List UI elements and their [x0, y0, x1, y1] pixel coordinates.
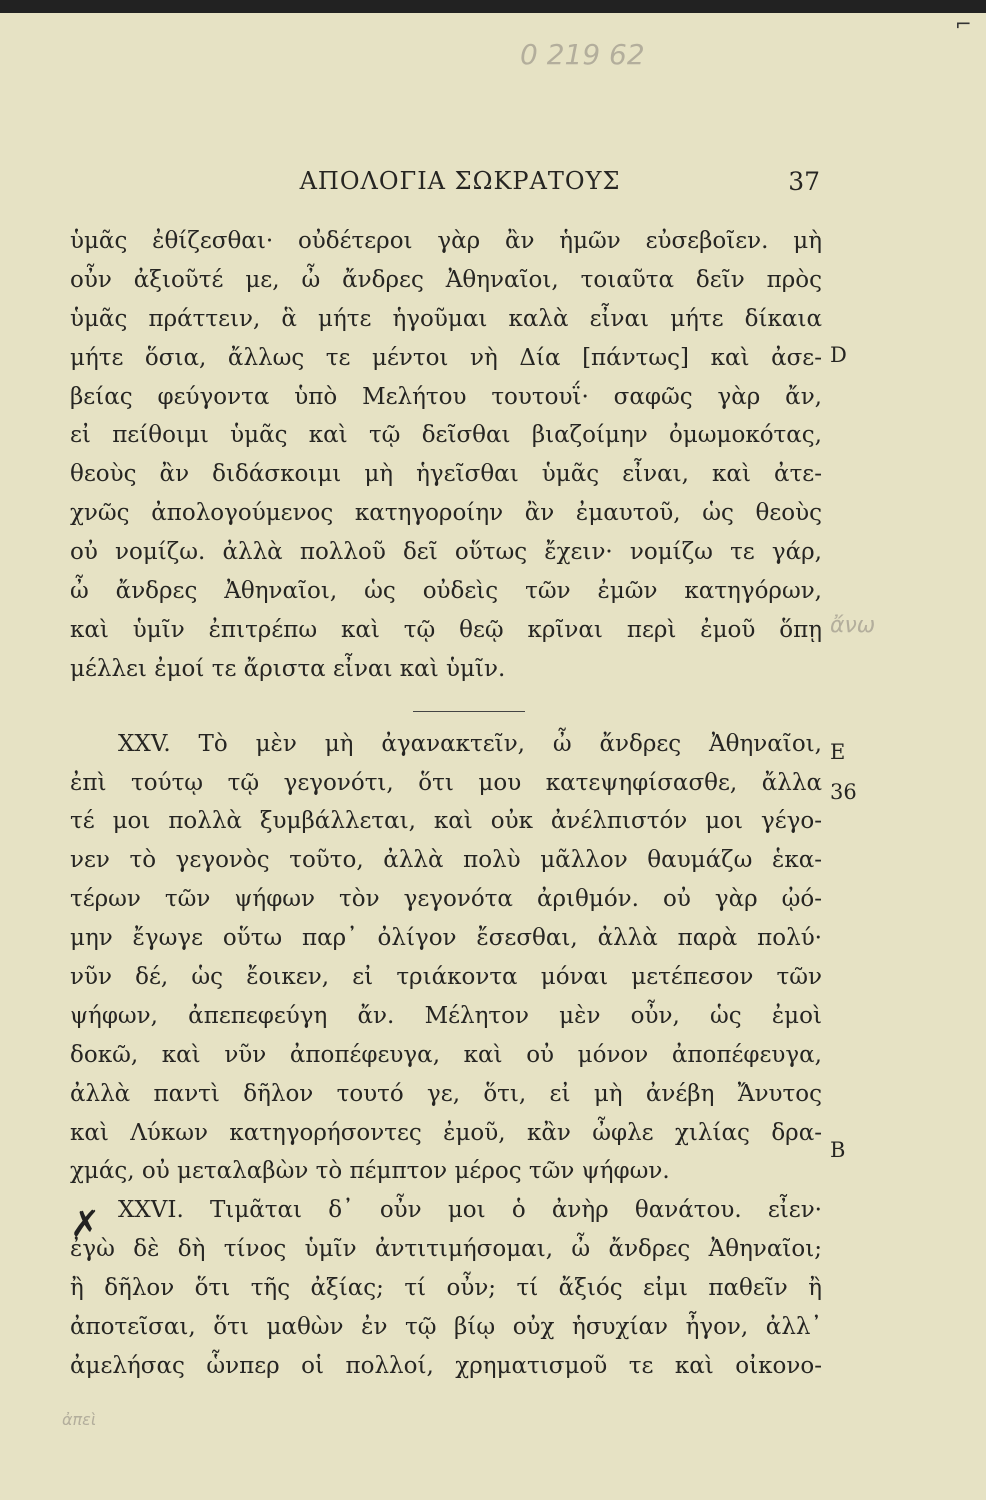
text-line: καὶ Λύκων κατηγορήσοντες ἐμοῦ, κἂν ὦφλε χιλίας δρα-: [70, 1119, 822, 1146]
text-line: οὐ νομίζω. ἀλλὰ πολλοῦ δεῖ οὕτως ἔχειν· νομίζω τε γάρ,: [70, 539, 822, 566]
margin-ref-36: 36: [830, 780, 857, 804]
handwritten-x-mark: ✗: [70, 1204, 101, 1245]
text-line: βείας φεύγοντα ὑπὸ Μελήτου τουτουΐ· σαφῶς γὰρ ἄν,: [70, 383, 822, 410]
scan-top-edge: [0, 0, 986, 13]
corner-mark: ⌐: [955, 12, 972, 36]
text-line: μήτε ὅσια, ἄλλως τε μέντοι νὴ Δία [πάντως] καὶ ἀσε-: [70, 344, 822, 371]
margin-ref-b: B: [830, 1138, 846, 1162]
text-line: νῦν δέ, ὡς ἔοικεν, εἰ τριάκοντα μόναι μετέπεσον τῶν: [70, 964, 822, 991]
text-line: τέ μοι πολλὰ ξυμβάλλεται, καὶ οὐκ ἀνέλπιστόν μοι γέγο-: [70, 808, 822, 835]
margin-ref-d: D: [830, 343, 847, 367]
text-line: μην ἔγωγε οὕτω παρ᾽ ὀλίγον ἔσεσθαι, ἀλλὰ παρὰ πολύ·: [70, 925, 822, 952]
text-line: ἢ δῆλον ὅτι τῆς ἀξίας; τί οὖν; τί ἄξιός εἰμι παθεῖν ἢ: [70, 1275, 822, 1302]
text-line: ψήφων, ἀπεπεφεύγη ἄν. Μέλητον μὲν οὖν, ὡς ἐμοὶ: [70, 1002, 822, 1029]
chapter-xxv-start: XXV. Τὸ μὲν μὴ ἀγανακτεῖν, ὦ ἄνδρες Ἀθηναῖοι,: [118, 730, 822, 757]
text-line: χμάς, οὐ μεταλαβὼν τὸ πέμπτον μέρος τῶν ψήφων.: [70, 1158, 670, 1185]
running-head: ΑΠΟΛΟΓΙΑ ΣΩΚΡΑΤΟΥΣ: [299, 167, 621, 195]
pencil-note-left-bottom: ἀπεὶ: [62, 1410, 97, 1429]
page-header: [70, 167, 850, 197]
margin-ref-e: E: [830, 740, 846, 764]
text-line: οὖν ἀξιοῦτέ με, ὦ ἄνδρες Ἀθηναῖοι, τοιαῦτα δεῖν πρὸς: [70, 266, 822, 293]
text-line: μέλλει ἐμοί τε ἄριστα εἶναι καὶ ὑμῖν.: [70, 655, 506, 682]
text-line: τέρων τῶν ψήφων τὸν γεγονότα ἀριθμόν. οὐ γὰρ ᾠό-: [70, 886, 822, 913]
text-line: νεν τὸ γεγονὸς τοῦτο, ἀλλὰ πολὺ μᾶλλον θαυμάζω ἑκα-: [70, 847, 822, 874]
text-line: δοκῶ, καὶ νῦν ἀποπέφευγα, καὶ οὐ μόνον ἀποπέφευγα,: [70, 1041, 822, 1068]
text-line: ἀποτεῖσαι, ὅτι μαθὼν ἐν τῷ βίῳ οὐχ ἡσυχίαν ἦγον, ἀλλ᾽: [70, 1314, 822, 1341]
body-text: [70, 222, 822, 1386]
text-line: εἰ πείθοιμι ὑμᾶς καὶ τῷ δεῖσθαι βιαζοίμην ὀμωμοκότας,: [70, 422, 822, 449]
text-line: χνῶς ἀπολογούμενος κατηγοροίην ἂν ἐμαυτοῦ, ὡς θεοὺς: [70, 500, 822, 527]
page-number: 37: [788, 167, 820, 196]
text-line: θεοὺς ἂν διδάσκοιμι μὴ ἡγεῖσθαι ὑμᾶς εἶναι, καὶ ἀτε-: [70, 461, 822, 488]
pencil-note-right: ἄνω: [830, 613, 876, 638]
chapter-xxvi-start: XXVI. Τιμᾶται δ᾽ οὖν μοι ὁ ἀνὴρ θανάτου. εἶεν·: [118, 1197, 822, 1224]
text-line: ἀμελήσας ὧνπερ οἱ πολλοί, χρηματισμοῦ τε καὶ οἰκονο-: [70, 1352, 822, 1379]
text-line: ἐπὶ τούτῳ τῷ γεγονότι, ὅτι μου κατεψηφίσασθε, ἄλλα: [70, 769, 822, 796]
text-line: ἐγὼ δὲ δὴ τίνος ὑμῖν ἀντιτιμήσομαι, ὦ ἄνδρες Ἀθηναῖοι;: [70, 1236, 822, 1263]
text-line: ὑμᾶς πράττειν, ἃ μήτε ἡγοῦμαι καλὰ εἶναι μήτε δίκαια: [70, 305, 822, 332]
text-line: ὑμᾶς ἐθίζεσθαι· οὐδέτεροι γὰρ ἂν ἡμῶν εὐσεβοῖεν. μὴ: [70, 228, 822, 254]
pencil-note-top: 0 219 62: [520, 38, 645, 71]
text-line: καὶ ὑμῖν ἐπιτρέπω καὶ τῷ θεῷ κρῖναι περὶ ἐμοῦ ὅπῃ: [70, 616, 822, 643]
text-line: ἀλλὰ παντὶ δῆλον τουτό γε, ὅτι, εἰ μὴ ἀνέβη Ἄνυτος: [70, 1080, 822, 1107]
section-divider: [413, 711, 525, 712]
text-line: ὦ ἄνδρες Ἀθηναῖοι, ὡς οὐδεὶς τῶν ἐμῶν κατηγόρων,: [70, 578, 822, 605]
